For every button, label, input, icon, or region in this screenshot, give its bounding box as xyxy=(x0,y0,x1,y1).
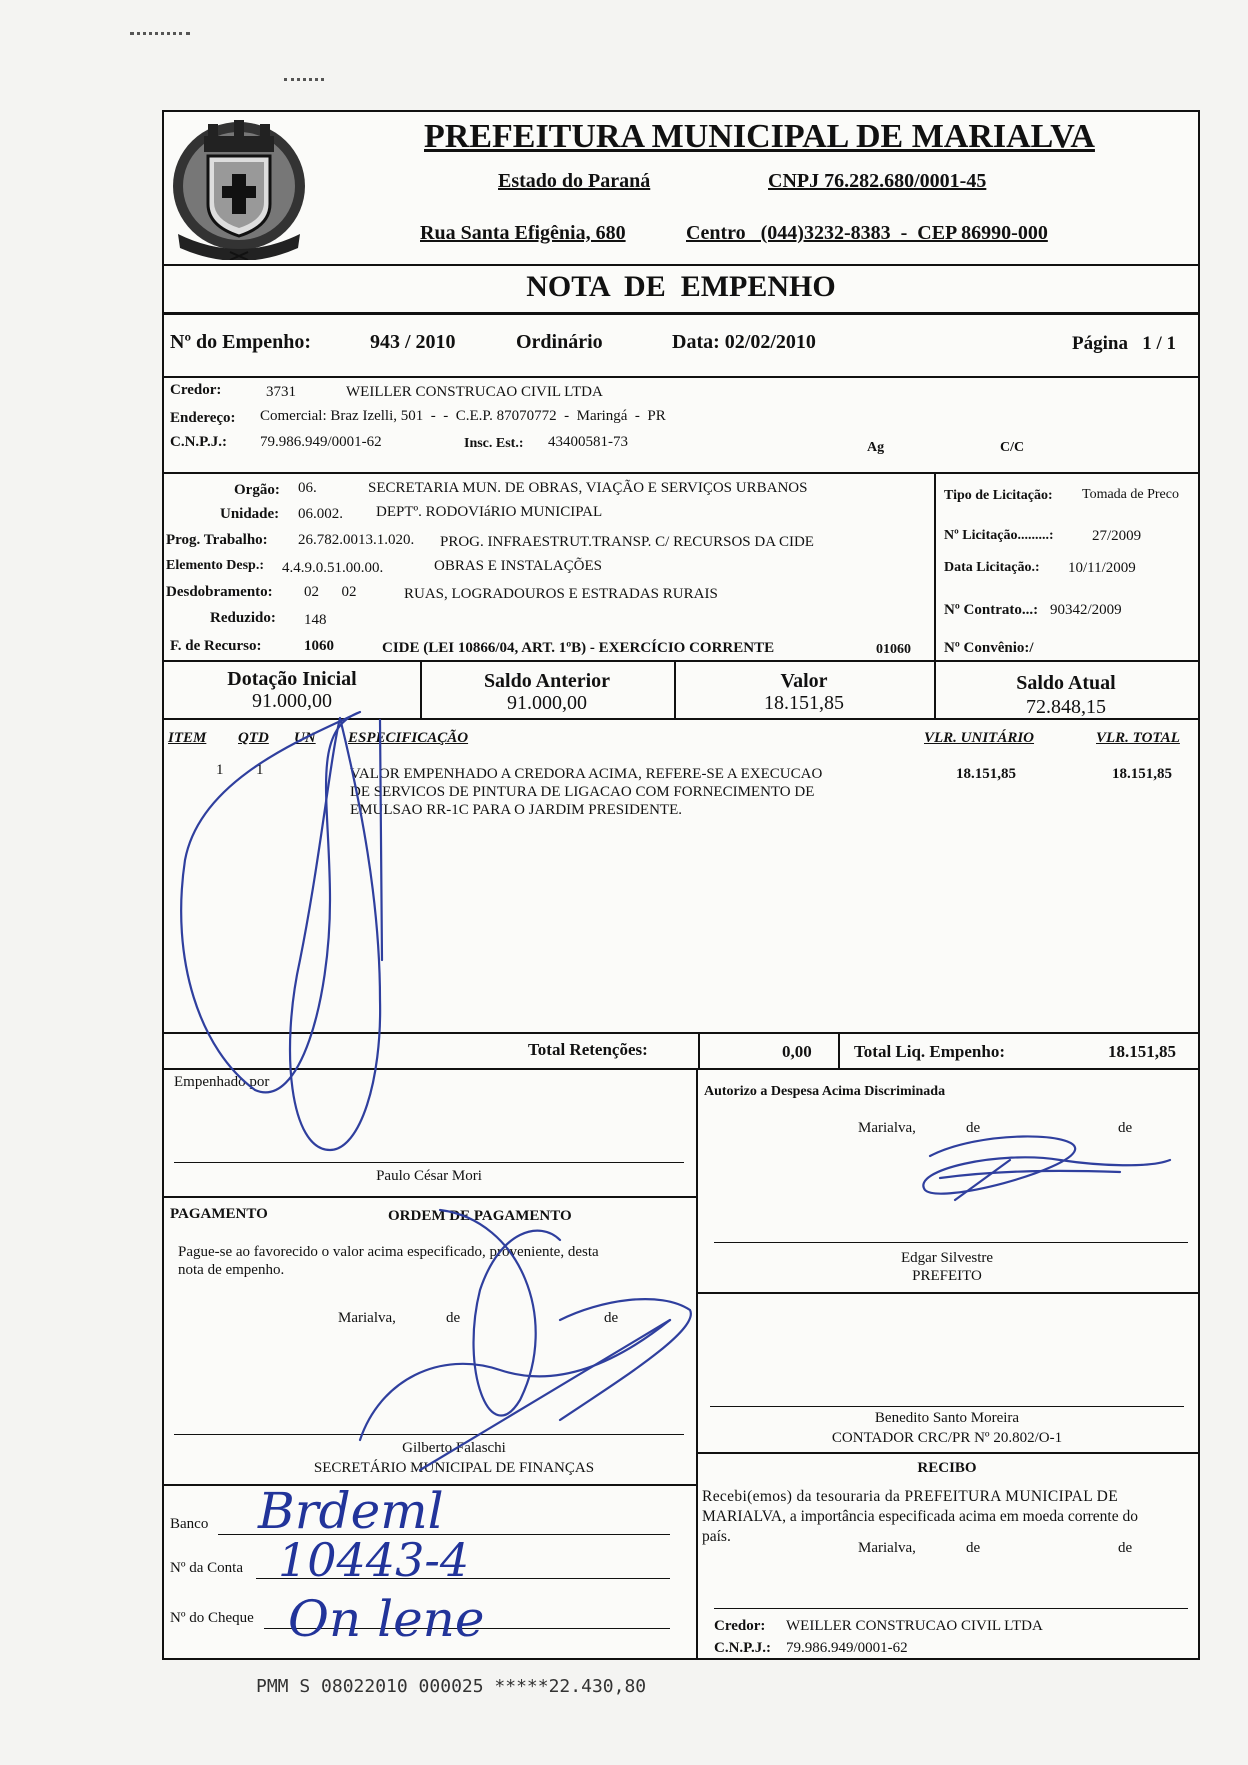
empenhado-name: Paulo César Mori xyxy=(376,1168,482,1184)
credor-name: WEILLER CONSTRUCAO CIVIL LTDA xyxy=(346,384,603,400)
recibo-de1: de xyxy=(966,1540,981,1556)
recibo-place: Marialva, xyxy=(858,1540,916,1556)
recurso-code: 01060 xyxy=(876,642,911,657)
empenho-number: 943 / 2010 xyxy=(370,331,456,353)
valor-value: 18.151,85 xyxy=(764,692,844,714)
desdobramento-label: Desdobramento: xyxy=(166,584,273,600)
ag-label: Ag xyxy=(867,440,885,455)
cheque-label: Nº do Cheque xyxy=(170,1610,254,1626)
prefeito-name: Edgar Silvestre xyxy=(900,1250,994,1266)
recurso-desc: CIDE (LEI 10866/04, ART. 1ºB) - EXERCÍCIO CORRENTE xyxy=(382,640,775,656)
header-cnpj: CNPJ 76.282.680/0001-45 xyxy=(768,170,987,192)
item-desc-line2: DE SERVICOS DE PINTURA DE LIGACAO COM FORNECIMENTO DE xyxy=(350,784,815,800)
header-address: Centro (044)3232-8383 - CEP 86990-000 xyxy=(686,222,1048,244)
recibo-cnpj: 79.986.949/0001-62 xyxy=(786,1640,908,1656)
prefeito-role: PREFEITO xyxy=(912,1268,982,1284)
dotacao-value: 91.000,00 xyxy=(252,690,332,712)
item-qtd: 1 xyxy=(256,762,264,778)
pagamento-de2: de xyxy=(604,1310,619,1326)
document-title: NOTA DE EMPENHO xyxy=(526,270,836,303)
autorizo-de1: de xyxy=(966,1120,981,1136)
recibo-credor: WEILLER CONSTRUCAO CIVIL LTDA xyxy=(786,1618,1043,1634)
header-state: Estado do Paraná xyxy=(498,170,651,192)
prog-value: 26.782.0013.1.020. xyxy=(298,532,415,548)
saldo-anterior-value: 91.000,00 xyxy=(507,692,587,714)
tipo-licitacao: Tomada de Preco xyxy=(1082,487,1179,502)
col-especificacao: ESPECIFICAÇÃO xyxy=(348,730,469,746)
secretario-name: Gilberto Falaschi xyxy=(402,1440,506,1456)
credor-cnpj: 79.986.949/0001-62 xyxy=(260,434,382,450)
pagamento-place: Marialva, xyxy=(338,1310,396,1326)
recibo-text2: MARIALVA, a importância especificada acima em moeda corrente do xyxy=(702,1508,1138,1525)
recibo-de2: de xyxy=(1118,1540,1133,1556)
item-total-value: 18.151,85 xyxy=(1112,766,1172,782)
elemento-value: 4.4.9.0.51.00.00. xyxy=(282,560,384,576)
credor-code: 3731 xyxy=(266,384,296,400)
empenho-page: Página 1 / 1 xyxy=(1072,333,1176,354)
insc-label: Insc. Est.: xyxy=(464,436,524,451)
contador-role: CONTADOR CRC/PR Nº 20.802/O-1 xyxy=(831,1430,1063,1446)
endereco-label: Endereço: xyxy=(170,410,236,426)
item-number: 1 xyxy=(216,762,224,778)
pagamento-text1: Pague-se ao favorecido o valor acima especificado, proveniente, desta xyxy=(178,1244,599,1260)
recibo-text1: Recebi(emos) da tesouraria da PREFEITURA MUNICIPAL DE xyxy=(702,1488,1119,1505)
contrato-label: Nº Contrato...: xyxy=(944,602,1039,618)
item-unit-value: 18.151,85 xyxy=(956,766,1016,782)
contrato-value: 90342/2009 xyxy=(1050,602,1122,618)
item-desc-line1: VALOR EMPENHADO A CREDORA ACIMA, REFERE-SE A EXECUCAO xyxy=(350,766,823,782)
ordem-pagamento: ORDEM DE PAGAMENTO xyxy=(388,1208,572,1224)
insc-value: 43400581-73 xyxy=(548,434,628,450)
col-qtd: QTD xyxy=(238,730,269,746)
prog-label: Prog. Trabalho: xyxy=(166,532,268,548)
credor-cnpj-label: C.N.P.J.: xyxy=(170,434,227,450)
header-title: PREFEITURA MUNICIPAL DE MARIALVA xyxy=(424,118,1095,155)
empenhado-label: Empenhado por xyxy=(174,1074,270,1090)
banco-handwriting: Brdeml xyxy=(258,1482,444,1540)
prog-desc: PROG. INFRAESTRUT.TRANSP. C/ RECURSOS DA CIDE xyxy=(440,534,814,550)
data-licitacao-label: Data Licitação.: xyxy=(944,560,1040,575)
cc-label: C/C xyxy=(1000,440,1025,455)
retencoes-value: 0,00 xyxy=(782,1042,812,1061)
saldo-anterior-label: Saldo Anterior xyxy=(483,670,611,692)
endereco-value: Comercial: Braz Izelli, 501 - - C.E.P. 87070772 - Maringá - PR xyxy=(260,408,666,424)
liquido-label: Total Liq. Empenho: xyxy=(854,1042,1005,1061)
col-vlr-total: VLR. TOTAL xyxy=(1096,730,1180,746)
pagamento-label: PAGAMENTO xyxy=(170,1206,268,1222)
autorizo-place: Marialva, xyxy=(858,1120,916,1136)
desdobramento-desc: RUAS, LOGRADOUROS E ESTRADAS RURAIS xyxy=(404,586,718,602)
orgao-desc: SECRETARIA MUN. DE OBRAS, VIAÇÃO E SERVIÇOS URBANOS xyxy=(368,480,808,496)
empenho-type: Ordinário xyxy=(516,331,603,353)
unidade-value: 06.002. xyxy=(298,506,343,522)
autorizo-title: Autorizo a Despesa Acima Discriminada xyxy=(704,1084,946,1099)
reduzido-label: Reduzido: xyxy=(210,610,276,626)
autorizo-de2: de xyxy=(1118,1120,1133,1136)
desdobramento-value: 02 02 xyxy=(304,584,357,600)
item-desc-line3: EMULSAO RR-1C PARA O JARDIM PRESIDENTE. xyxy=(350,802,682,818)
empenho-date: Data: 02/02/2010 xyxy=(672,331,816,353)
banco-label: Banco xyxy=(170,1516,209,1532)
contador-name: Benedito Santo Moreira xyxy=(874,1410,1020,1426)
empenho-label: Nº do Empenho: xyxy=(170,331,312,353)
liquido-value: 18.151,85 xyxy=(1108,1042,1176,1061)
convenio-label: Nº Convênio:/ xyxy=(944,640,1034,656)
elemento-desc: OBRAS E INSTALAÇÕES xyxy=(434,558,602,574)
recibo-text3: país. xyxy=(702,1528,731,1545)
recurso-label: F. de Recurso: xyxy=(170,638,262,654)
dotacao-label: Dotação Inicial xyxy=(227,668,357,690)
reduzido-value: 148 xyxy=(304,612,327,628)
secretario-role: SECRETÁRIO MUNICIPAL DE FINANÇAS xyxy=(313,1460,595,1476)
credor-label: Credor: xyxy=(170,382,222,398)
num-licitacao: 27/2009 xyxy=(1092,528,1142,544)
saldo-atual-value: 72.848,15 xyxy=(1026,696,1106,718)
cheque-handwriting: On lene xyxy=(288,1590,485,1648)
retencoes-label: Total Retenções: xyxy=(528,1040,648,1059)
payment-stamp: PMM S 08022010 000025 *****22.430,80 xyxy=(256,1676,647,1697)
unidade-label: Unidade: xyxy=(220,506,280,522)
recurso-value: 1060 xyxy=(304,638,334,654)
num-licitacao-label: Nº Licitação.........: xyxy=(944,528,1054,543)
saldo-atual-label: Saldo Atual xyxy=(1016,672,1116,694)
pagamento-text2: nota de empenho. xyxy=(178,1262,285,1278)
pagamento-de1: de xyxy=(446,1310,461,1326)
recibo-credor-label: Credor: xyxy=(714,1618,766,1634)
recibo-cnpj-label: C.N.P.J.: xyxy=(714,1640,771,1656)
tipo-licitacao-label: Tipo de Licitação: xyxy=(944,488,1053,503)
col-vlr-unitario: VLR. UNITÁRIO xyxy=(924,730,1035,746)
elemento-label: Elemento Desp.: xyxy=(166,558,264,573)
orgao-label: Orgão: xyxy=(234,482,280,498)
header-street: Rua Santa Efigênia, 680 xyxy=(420,222,626,244)
conta-label: Nº da Conta xyxy=(170,1560,243,1576)
col-item: ITEM xyxy=(168,730,207,746)
unidade-desc: DEPTº. RODOVIáRIO MUNICIPAL xyxy=(376,504,603,520)
recibo-title: RECIBO xyxy=(917,1460,977,1476)
orgao-value: 06. xyxy=(298,480,317,496)
conta-handwriting: 10443-4 xyxy=(278,1533,470,1587)
valor-label: Valor xyxy=(780,670,828,692)
col-un: UN xyxy=(294,730,316,746)
data-licitacao: 10/11/2009 xyxy=(1068,560,1136,576)
